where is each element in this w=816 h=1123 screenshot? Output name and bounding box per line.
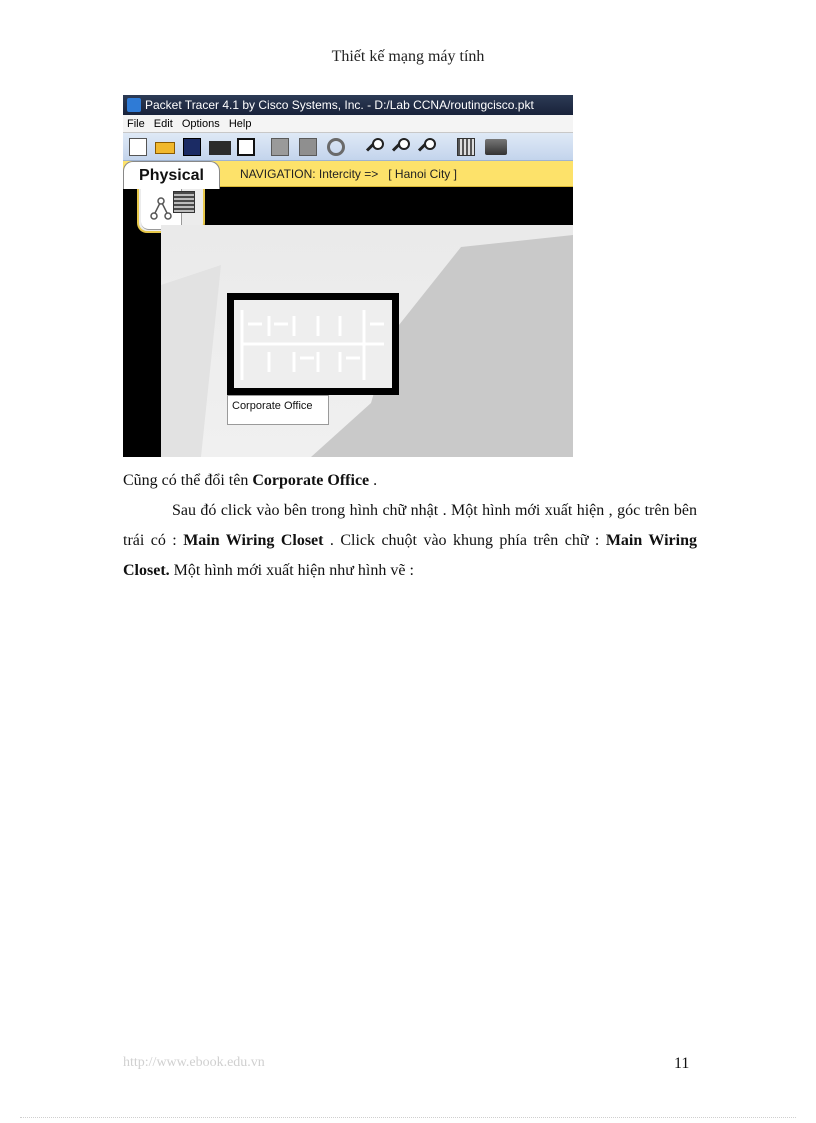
p1-text: Cũng có thể đổi tên: [123, 472, 253, 489]
page-header: Thiết kế mạng máy tính: [331, 48, 485, 65]
page-number: 11: [674, 1055, 690, 1072]
menu-edit[interactable]: Edit: [153, 118, 173, 130]
p2-bold-1: Main Wiring Closet: [183, 532, 324, 549]
save-icon[interactable]: [183, 138, 201, 156]
copy-icon[interactable]: [271, 138, 289, 156]
toolbar: [123, 133, 573, 161]
window-title: Packet Tracer 4.1 by Cisco Systems, Inc. - D:/Lab CCNA/routingcisco.pkt: [145, 98, 534, 112]
navigation-city[interactable]: [ Hanoi City ]: [388, 167, 457, 181]
open-folder-icon[interactable]: [155, 142, 175, 154]
network-node-icon[interactable]: [147, 195, 175, 223]
menu-help[interactable]: Help: [228, 118, 252, 130]
undo-icon[interactable]: [327, 138, 345, 156]
p1-suffix: .: [369, 472, 378, 489]
zoom-reset-icon[interactable]: [393, 138, 411, 156]
office-floor-plan: [234, 300, 392, 388]
menu-file[interactable]: File: [127, 118, 145, 130]
zoom-in-icon[interactable]: [367, 138, 385, 156]
corporate-office-label[interactable]: Corporate Office: [227, 395, 329, 425]
paragraph-2: [123, 496, 697, 586]
device-icon[interactable]: [485, 139, 507, 155]
edit-icon[interactable]: [237, 138, 255, 156]
packet-tracer-screenshot: [123, 95, 573, 457]
p1-bold: Corporate Office: [252, 472, 370, 489]
navigation-label: [240, 161, 457, 187]
p2-text-3: Một hình mới xuất hiện như hình vẽ :: [169, 562, 414, 579]
paragraph-1: [123, 466, 697, 496]
print-icon[interactable]: [209, 141, 231, 155]
footer-url: http://www.ebook.edu.vn: [123, 1055, 265, 1070]
tab-physical[interactable]: Physical: [123, 161, 220, 189]
corporate-office-building[interactable]: [227, 293, 399, 395]
p2-bold-2: Main Wiring Closet.: [123, 532, 698, 579]
menu-bar: [123, 115, 573, 133]
p2-text-1: Sau đó click vào bên trong hình chữ nhật . Một hình mới xuất hiện , góc trên bên trái có :: [123, 502, 697, 549]
navigation-path[interactable]: NAVIGATION: Intercity =>: [240, 167, 379, 181]
paste-icon[interactable]: [299, 138, 317, 156]
body-text: [123, 466, 697, 586]
app-icon: [127, 98, 141, 112]
footer-rule: [20, 1117, 796, 1118]
palette-icon[interactable]: [457, 138, 475, 156]
rack-icon[interactable]: [173, 191, 195, 213]
new-file-icon[interactable]: [129, 138, 147, 156]
p2-text-2: . Click chuột vào khung phía trên chữ :: [323, 532, 606, 549]
menu-options[interactable]: Options: [181, 118, 220, 130]
floor-plan-icon: [234, 300, 392, 388]
window-titlebar: [123, 95, 573, 115]
zoom-out-icon[interactable]: [419, 138, 437, 156]
